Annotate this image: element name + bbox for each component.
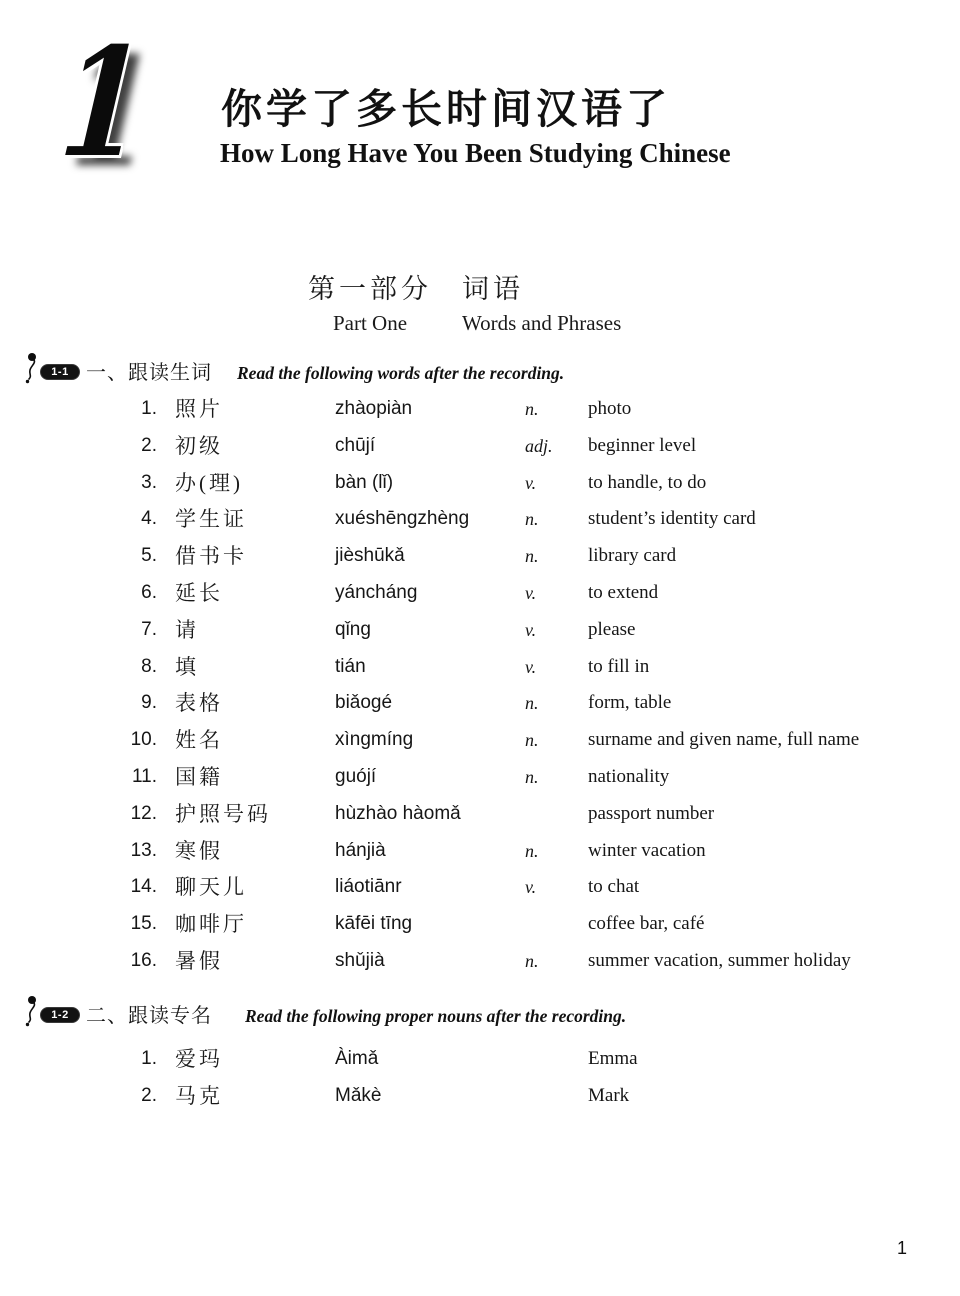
- vocab-row: [107, 1041, 930, 1078]
- word-english: to handle, to do: [588, 471, 707, 493]
- word-hanzi: 咖啡厅: [175, 912, 247, 937]
- audio-track-badge: 1-2: [40, 1007, 80, 1023]
- word-pinyin: bàn (lǐ): [335, 471, 394, 493]
- word-english: to extend: [588, 581, 659, 603]
- part-header-right: [462, 267, 621, 336]
- part-header: [308, 267, 621, 336]
- chapter-title-en: How Long Have You Been Studying Chinese: [220, 138, 731, 168]
- word-hanzi: 照片: [175, 397, 223, 421]
- word-number: 7.: [141, 618, 157, 640]
- word-pinyin: kāfēi tīng: [335, 913, 413, 935]
- word-hanzi: 姓名: [175, 728, 223, 753]
- word-number: 9.: [141, 692, 157, 714]
- word-number: 5.: [141, 545, 157, 567]
- word-pos: v.: [525, 619, 537, 640]
- vocab-row: [107, 428, 930, 465]
- word-pinyin: xuéshēngzhèng: [335, 508, 470, 530]
- word-pos: [525, 906, 588, 943]
- word-english: winter vacation: [588, 839, 706, 861]
- vocab-list-proper-nouns: [107, 1041, 930, 1115]
- word-pinyin: zhàopiàn: [335, 398, 413, 419]
- word-hanzi: 马克: [175, 1083, 223, 1108]
- word-pos: n.: [525, 509, 539, 530]
- word-pinyin: guójí: [335, 765, 377, 787]
- word-pinyin: liáotiānr: [335, 876, 402, 898]
- word-number: 1.: [141, 398, 157, 419]
- section1-label-zh: 一、跟读生词: [86, 362, 212, 384]
- word-number: 14.: [130, 876, 157, 898]
- word-english: nationality: [588, 765, 670, 787]
- vocab-row: [107, 906, 930, 943]
- word-english: Emma: [588, 1048, 638, 1069]
- word-english: student’s identity card: [588, 508, 756, 530]
- vocab-row: [107, 649, 930, 686]
- vocab-row: [107, 722, 930, 759]
- word-english: surname and given name, full name: [588, 729, 860, 751]
- vocab-row: [107, 943, 930, 980]
- word-pinyin: hùzhào hàomǎ: [335, 802, 461, 824]
- word-pos: n.: [525, 693, 539, 714]
- word-pos: [525, 1078, 588, 1115]
- word-number: 4.: [141, 508, 157, 530]
- chapter-title-zh: 你学了多长时间汉语了: [221, 86, 671, 132]
- vocab-row: [107, 1078, 930, 1115]
- word-hanzi: 爱玛: [175, 1047, 223, 1071]
- word-hanzi: 延长: [175, 580, 223, 605]
- vocab-row: [107, 612, 930, 649]
- word-pinyin: qǐng: [335, 618, 371, 640]
- word-english: please: [588, 618, 636, 640]
- word-number: 16.: [130, 949, 157, 971]
- section2-header: [0, 1003, 960, 1029]
- audio-track-badge: 1-1: [40, 364, 80, 380]
- word-hanzi: 办(理): [175, 470, 243, 495]
- word-hanzi: 国籍: [175, 764, 223, 789]
- word-english: form, table: [588, 692, 672, 714]
- vocab-row: [107, 501, 930, 538]
- part-number-en: Part One: [332, 311, 408, 335]
- word-english: Mark: [588, 1084, 630, 1106]
- part-topic-zh: 词语: [462, 274, 524, 304]
- word-pos: v.: [525, 656, 537, 677]
- word-pos: [525, 1041, 588, 1078]
- word-pinyin: tián: [335, 655, 366, 677]
- vocab-row: [107, 465, 930, 502]
- word-english: to chat: [588, 876, 640, 898]
- word-english: beginner level: [588, 434, 697, 456]
- word-number: 15.: [130, 913, 157, 935]
- chapter-number-graphic: 1: [54, 15, 151, 191]
- word-english: coffee bar, café: [588, 913, 705, 935]
- word-pos: v.: [525, 877, 537, 898]
- word-pinyin: shǔjià: [335, 949, 385, 971]
- word-hanzi: 护照号码: [175, 801, 271, 826]
- word-english: to fill in: [588, 655, 650, 677]
- word-hanzi: 表格: [175, 691, 223, 716]
- word-hanzi: 借书卡: [175, 544, 247, 569]
- word-pos: [525, 796, 588, 833]
- vocab-row: [107, 391, 930, 428]
- section1-header: [0, 360, 960, 386]
- word-pos: v.: [525, 472, 537, 493]
- word-number: 12.: [130, 802, 157, 824]
- vocab-list-words: [107, 391, 930, 980]
- word-number: 13.: [130, 839, 157, 861]
- word-pinyin: xìngmíng: [335, 729, 414, 751]
- word-pos: n.: [525, 730, 539, 751]
- word-number: 2.: [141, 1084, 157, 1106]
- section2-label-zh: 二、跟读专名: [86, 1005, 212, 1027]
- word-pos: v.: [525, 582, 537, 603]
- part-number-zh: 第一部分: [308, 274, 432, 304]
- word-number: 1.: [141, 1048, 157, 1069]
- word-pinyin: jièshūkǎ: [335, 545, 405, 567]
- word-english: passport number: [588, 802, 715, 824]
- word-pinyin: chūjí: [335, 434, 376, 456]
- part-header-left: [308, 267, 432, 336]
- word-english: photo: [588, 398, 632, 419]
- word-number: 10.: [130, 729, 157, 751]
- word-english: library card: [588, 545, 677, 567]
- vocab-row: [107, 796, 930, 833]
- word-pos: n.: [525, 766, 539, 787]
- vocab-row: [107, 685, 930, 722]
- word-hanzi: 暑假: [175, 948, 223, 973]
- word-pos: n.: [525, 950, 539, 971]
- word-pinyin: hánjià: [335, 839, 386, 861]
- word-hanzi: 寒假: [175, 838, 223, 863]
- part-topic-en: Words and Phrases: [462, 311, 622, 335]
- word-pinyin: biǎogé: [335, 692, 393, 714]
- word-hanzi: 学生证: [175, 507, 247, 532]
- word-pos: n.: [525, 399, 539, 419]
- word-hanzi: 聊天儿: [175, 875, 247, 900]
- vocab-row: [107, 759, 930, 796]
- word-number: 6.: [141, 581, 157, 603]
- page-number: 1: [897, 1238, 908, 1258]
- word-pinyin: yáncháng: [335, 581, 418, 603]
- section1-instruction: Read the following words after the recording.: [237, 363, 565, 383]
- word-number: 3.: [141, 471, 157, 493]
- word-pinyin: Àimǎ: [335, 1048, 379, 1069]
- word-pos: n.: [525, 546, 539, 567]
- vocab-row: [107, 538, 930, 575]
- word-number: 11.: [131, 765, 157, 787]
- word-pos: adj.: [525, 435, 553, 456]
- word-number: 8.: [141, 655, 157, 677]
- word-hanzi: 初级: [175, 433, 223, 458]
- section2-instruction: Read the following proper nouns after the recording.: [245, 1006, 627, 1026]
- vocab-row: [107, 575, 930, 612]
- vocab-row: [107, 869, 930, 906]
- word-hanzi: 请: [175, 617, 199, 642]
- word-hanzi: 填: [175, 654, 199, 679]
- word-english: summer vacation, summer holiday: [588, 949, 851, 971]
- vocab-row: [107, 833, 930, 870]
- word-number: 2.: [141, 434, 157, 456]
- word-pinyin: Mǎkè: [335, 1084, 382, 1106]
- word-pos: n.: [525, 840, 539, 861]
